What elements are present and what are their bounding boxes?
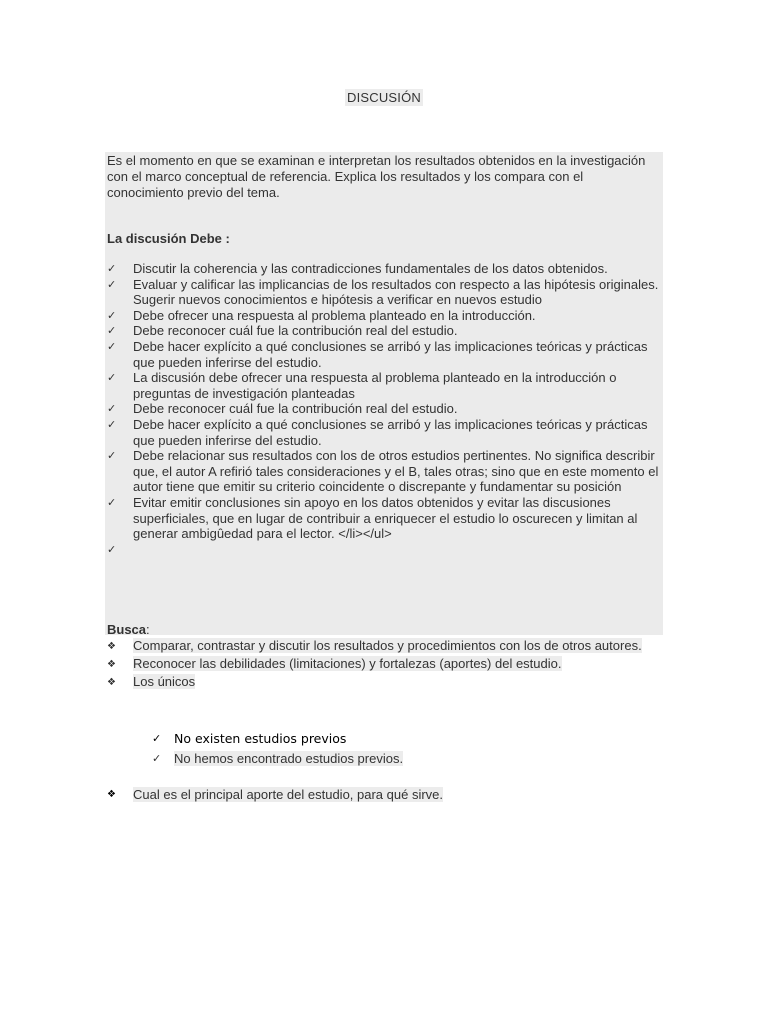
unicos-item: ✓ No hemos encontrado estudios previos.	[152, 749, 403, 769]
check-icon: ✓	[107, 339, 117, 353]
debe-item: ✓ Debe reconocer cuál fue la contribución real del estudio.	[107, 323, 458, 339]
busca-list	[107, 637, 663, 691]
debe-item: ✓ Evaluar y calificar las implicancias de los resultados con respecto a las hipótesis originales. Sugerir nuevos conocimientos e hipótesis a verificar en nuevos estudio	[107, 276, 659, 308]
debe-item	[107, 542, 663, 558]
check-icon: ✓	[152, 732, 162, 745]
debe-item: ✓ Discutir la coherencia y las contradicciones fundamentales de los datos obtenidos.	[107, 261, 608, 276]
check-icon: ✓	[107, 417, 117, 431]
unicos-item: ✓ No existen estudios previos	[152, 729, 403, 749]
check-icon: ✓	[107, 495, 117, 509]
busca-item: ❖ Comparar, contrastar y discutir los resultados y procedimientos con los de otros autores.	[107, 637, 663, 655]
page-title: DISCUSIÓN	[346, 90, 422, 105]
check-icon: ✓	[107, 277, 117, 291]
diamond-bullet-icon: ❖	[107, 659, 116, 670]
intro-paragraph: Es el momento en que se examinan e interpretan los resultados obtenidos en la investigación con el marco conceptual de referencia. Explica los resultados y los compara con el conocimiento previo del tema.	[107, 153, 646, 200]
check-icon: ✓	[107, 262, 117, 275]
diamond-bullet-icon: ❖	[107, 789, 116, 800]
debe-item: ✓ Debe hacer explícito a qué conclusiones se arribó y las implicaciones teóricas y prácticas que pueden inferirse del estudio.	[107, 338, 648, 370]
debe-item: ✓ Debe ofrecer una respuesta al problema planteado en la introducción.	[107, 307, 536, 323]
debe-list	[107, 261, 663, 558]
busca-item: ❖ Reconocer las debilidades (limitaciones) y fortalezas (aportes) del estudio.	[107, 655, 663, 673]
final-item: ❖ Cual es el principal aporte del estudio, para qué sirve.	[107, 787, 444, 802]
debe-item: ✓ Evitar emitir conclusiones sin apoyo en los datos obtenidos y evitar las discusiones superficiales, que en lugar de contribuir a enriquecer el estudio lo oscurecen y limitan al generar ambigûedad para el lector. </li></ul>	[107, 494, 638, 542]
check-icon: ✓	[107, 371, 117, 385]
debe-item: ✓ Debe reconocer cuál fue la contribución real del estudio.	[107, 401, 458, 417]
check-icon: ✓	[107, 449, 117, 463]
debe-item: ✓ Debe relacionar sus resultados con los de otros estudios pertinentes. No significa describir que, el autor A refirió tales consideraciones y el B, tales otras; sino que en este momento el autor tiene que emitir su criterio coincidente o discrepante y fundamentar su posición	[107, 448, 659, 495]
diamond-bullet-icon: ❖	[107, 677, 116, 688]
check-icon: ✓	[107, 324, 117, 338]
check-icon: ✓	[152, 752, 162, 765]
busca-item: ❖ Los únicos	[107, 673, 663, 691]
diamond-bullet-icon: ❖	[107, 641, 116, 652]
debe-item: ✓ La discusión debe ofrecer una respuesta al problema planteado en la introducción o preguntas de investigación planteadas	[107, 370, 617, 401]
check-icon: ✓	[107, 542, 117, 556]
unicos-list	[152, 729, 403, 769]
check-icon: ✓	[107, 308, 117, 322]
debe-item: ✓ Debe hacer explícito a qué conclusiones se arribó y las implicaciones teóricas y prácticas que pueden inferirse del estudio.	[107, 416, 648, 448]
check-icon: ✓	[107, 402, 117, 416]
busca-heading: Busca:	[107, 622, 150, 637]
debe-heading: La discusión Debe :	[107, 231, 230, 246]
